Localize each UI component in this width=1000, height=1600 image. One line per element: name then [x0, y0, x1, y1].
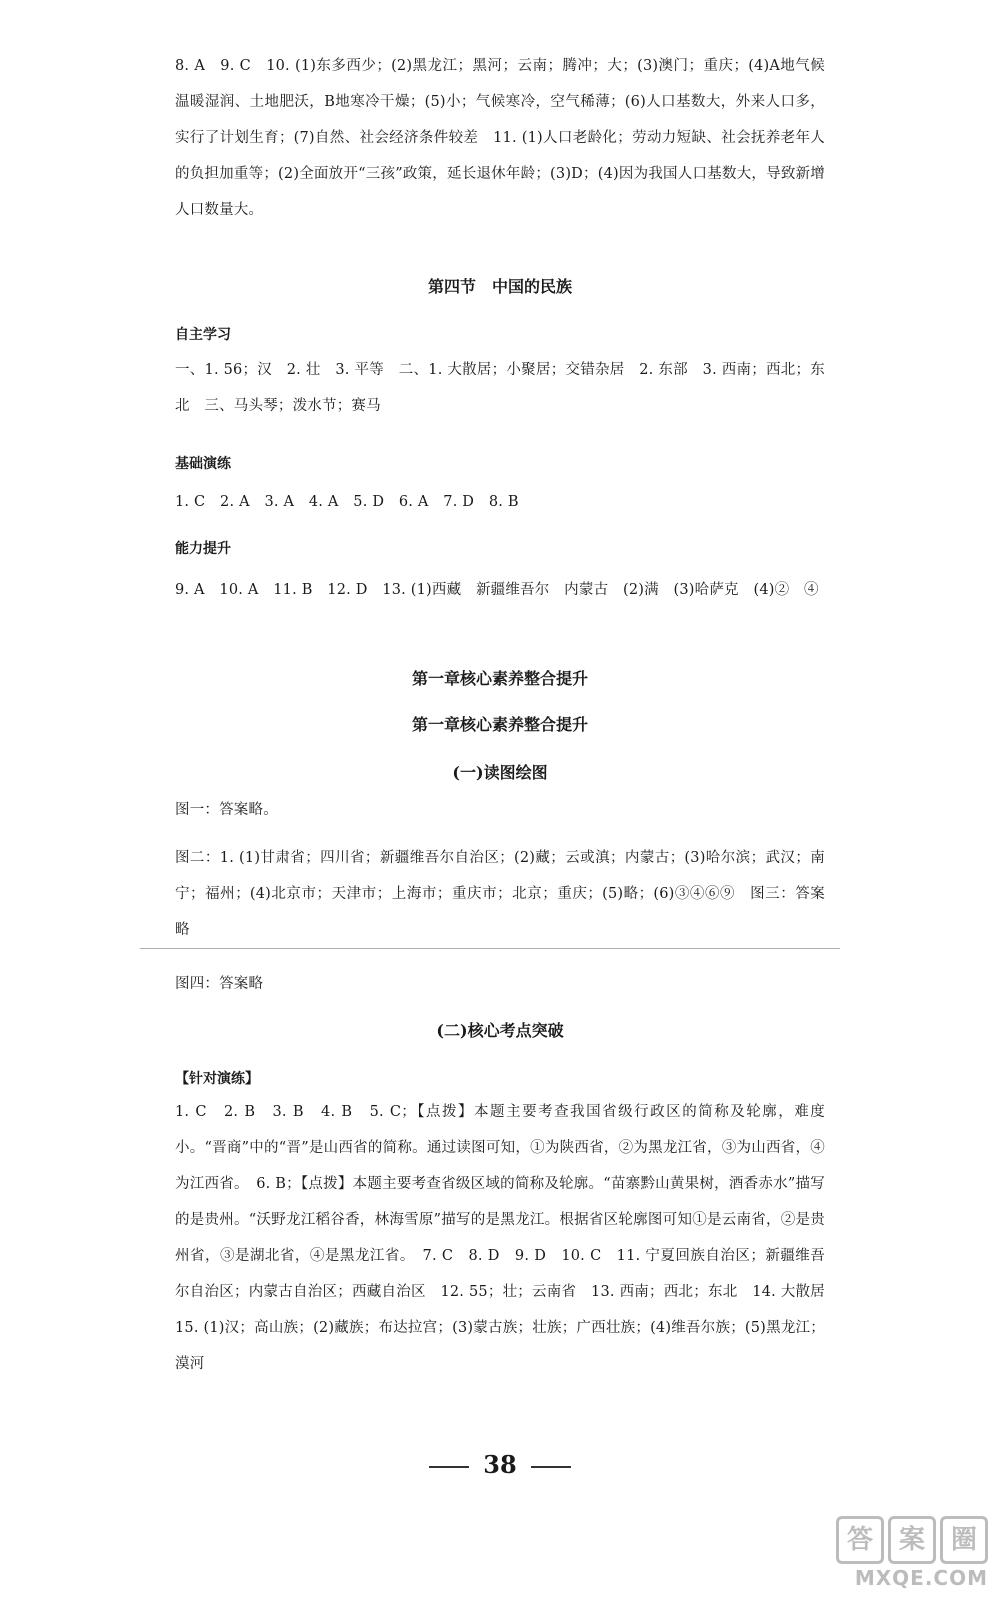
dash-right: [531, 1466, 571, 1468]
page-number-value: 38: [483, 1450, 517, 1479]
figure-2-answer: 图二：1. (1)甘肃省；四川省；新疆维吾尔自治区；(2)藏；云或滇；内蒙古；(3)哈尔滨；武汉；南宁；福州；(4)北京市；天津市；上海市；重庆市；北京；重庆；(5)略；(6)③④⑥⑨ 图三：答案略: [175, 850, 825, 938]
watermark-char-2: 案: [888, 1516, 936, 1564]
targeted-practice-heading: 【针对演练】: [175, 1071, 259, 1087]
self-study-heading: 自主学习: [175, 327, 231, 343]
chapter-title-1: 第一章核心素养整合提升: [411, 669, 588, 688]
dash-left: [429, 1466, 469, 1468]
watermark-logo: [798, 1516, 988, 1592]
page-number: [0, 1450, 1000, 1479]
top-answer-block: 8. A 9. C 10. (1)东多西少；(2)黑龙江；黑河；云南；腾冲；大；(3)澳门；重庆；(4)A地气候温暖湿润、土地肥沃，B地寒冷干燥；(5)小；气候寒冷，空气稀薄；(6)人口基数大，外来人口多，实行了计划生育；(7)自然、社会经济条件较差 11. (1)人口老龄化；劳动力短缺、社会抚养老年人的负担加重等；(2)全面放开“三孩”政策，延长退休年龄；(3)D；(4)因为我国人口基数大，导致新增人口数量大。: [175, 58, 825, 218]
part-2-title: (二)核心考点突破: [436, 1021, 564, 1040]
ability-answers: 9. A 10. A 11. B 12. D 13. (1)西藏 新疆维吾尔 内蒙古 (2)满 (3)哈萨克 (4)② ④: [175, 582, 819, 598]
section-4-title: 第四节 中国的民族: [427, 277, 572, 296]
basic-practice-heading: 基础演练: [175, 456, 231, 472]
basic-practice-answers: 1. C 2. A 3. A 4. A 5. D 6. A 7. D 8. B: [175, 494, 519, 510]
targeted-practice-answers: 1. C 2. B 3. B 4. B 5. C；【点拨】本题主要考查我国省级行政区的简称及轮廓，难度小。“晋商”中的“晋”是山西省的简称。通过读图可知，①为陕西省，②为黑龙江省，③为山西省，④为江西省。 6. B；【点拨】本题主要考查省级区域的简称及轮廓。“苗寨黔山黄果树，酒香赤水”描写的是贵州。“沃野龙江稻谷香，林海雪原”描写的是黑龙江。根据省区轮廓图可知①是云南省，②是贵州省，③是湖北省，④是黑龙江省。 7. C 8. D 9. D 10. C 11. 宁夏回族自治区；新疆维吾尔自治区；内蒙古自治区；西藏自治区 12. 55；壮；云南省 13. 西南；西北；东北 14. 大散居 15. (1)汉；高山族；(2)藏族；布达拉宫；(3)蒙古族；壮族；广西壮族；(4)维吾尔族；(5)黑龙江；漠河: [175, 1104, 840, 1372]
part-1-title: (一)读图绘图: [452, 763, 548, 782]
chapter-title-2: 第一章核心素养整合提升: [411, 715, 588, 734]
scan-line-divider: [140, 948, 840, 949]
watermark-char-3: 圈: [940, 1516, 988, 1564]
self-study-answers: 一、1. 56；汉 2. 壮 3. 平等 二、1. 大散居；小聚居；交错杂居 2. 东部 3. 西南；西北；东北 三、马头琴；泼水节；赛马: [175, 362, 825, 414]
ability-heading: 能力提升: [175, 541, 231, 557]
watermark-char-1: 答: [836, 1516, 884, 1564]
figure-1-answer: 图一：答案略。: [175, 802, 278, 818]
watermark-url: MXQE.COM: [854, 1566, 988, 1590]
figure-4-answer: 图四：答案略: [175, 976, 264, 992]
